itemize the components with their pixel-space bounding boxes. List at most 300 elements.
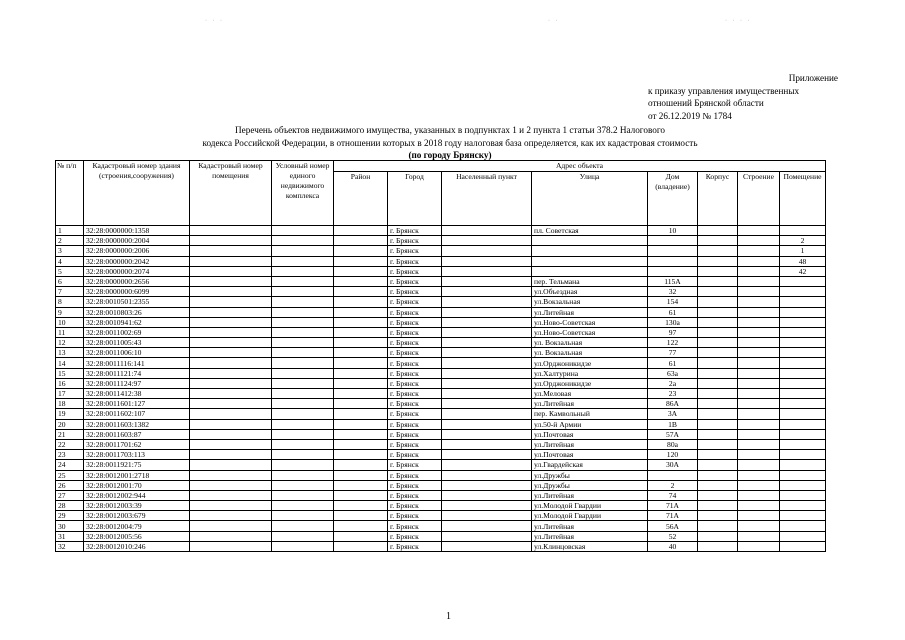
street-cell (532, 266, 648, 276)
street-cell: пл. Советская (532, 226, 648, 236)
conditional-number (272, 297, 334, 307)
settlement-cell (442, 276, 532, 286)
street-cell: ул.Дружбы (532, 480, 648, 490)
house-cell: 77 (648, 348, 698, 358)
scan-speck: · · (548, 18, 560, 24)
conditional-number (272, 439, 334, 449)
street-cell: ул. Вокзальная (532, 348, 648, 358)
cadastral-room-number (190, 317, 272, 327)
cadastral-room-number (190, 521, 272, 531)
header-city: Город (388, 172, 442, 226)
row-number: 12 (56, 338, 84, 348)
district-cell (334, 389, 388, 399)
street-cell: ул.Гвардейская (532, 460, 648, 470)
district-cell (334, 317, 388, 327)
city-cell: г. Брянск (388, 266, 442, 276)
room-cell (780, 460, 826, 470)
city-cell: г. Брянск (388, 419, 442, 429)
district-cell (334, 226, 388, 236)
house-cell: 115А (648, 276, 698, 286)
settlement-cell (442, 511, 532, 521)
conditional-number (272, 338, 334, 348)
district-cell (334, 541, 388, 551)
header-street: Улица (532, 172, 648, 226)
settlement-cell (442, 226, 532, 236)
row-number: 28 (56, 501, 84, 511)
conditional-number (272, 531, 334, 541)
room-cell (780, 358, 826, 368)
street-cell: ул. Вокзальная (532, 338, 648, 348)
house-cell: 30А (648, 460, 698, 470)
district-cell (334, 297, 388, 307)
stroenie-cell (738, 480, 780, 490)
korpus-cell (698, 480, 738, 490)
conditional-number (272, 490, 334, 500)
district-cell (334, 378, 388, 388)
korpus-cell (698, 266, 738, 276)
document-title (150, 124, 750, 162)
stroenie-cell (738, 541, 780, 551)
stroenie-cell (738, 276, 780, 286)
table-row (56, 297, 826, 307)
room-cell (780, 501, 826, 511)
room-cell (780, 429, 826, 439)
cadastral-room-number (190, 307, 272, 317)
house-cell: 40 (648, 541, 698, 551)
city-cell: г. Брянск (388, 480, 442, 490)
stroenie-cell (738, 378, 780, 388)
street-cell: ул.Литейная (532, 399, 648, 409)
street-cell: ул.Литейная (532, 490, 648, 500)
cadastral-room-number (190, 480, 272, 490)
district-cell (334, 511, 388, 521)
district-cell (334, 480, 388, 490)
room-cell (780, 226, 826, 236)
korpus-cell (698, 399, 738, 409)
conditional-number (272, 450, 334, 460)
cadastral-room-number (190, 450, 272, 460)
cadastral-room-number (190, 429, 272, 439)
stroenie-cell (738, 490, 780, 500)
cadastral-building-number: 32:28:0011703:113 (84, 450, 190, 460)
street-cell: ул.Дружбы (532, 470, 648, 480)
cadastral-room-number (190, 256, 272, 266)
district-cell (334, 266, 388, 276)
cadastral-room-number (190, 287, 272, 297)
room-cell (780, 297, 826, 307)
city-cell: г. Брянск (388, 460, 442, 470)
room-cell (780, 317, 826, 327)
settlement-cell (442, 256, 532, 266)
korpus-cell (698, 450, 738, 460)
settlement-cell (442, 429, 532, 439)
table-row (56, 501, 826, 511)
street-cell: ул.Вокзальная (532, 297, 648, 307)
settlement-cell (442, 399, 532, 409)
cadastral-building-number: 32:28:0012001:2718 (84, 470, 190, 480)
row-number: 32 (56, 541, 84, 551)
row-number: 23 (56, 450, 84, 460)
city-cell: г. Брянск (388, 450, 442, 460)
row-number: 10 (56, 317, 84, 327)
stroenie-cell (738, 409, 780, 419)
row-number: 6 (56, 276, 84, 286)
header-district: Район (334, 172, 388, 226)
cadastral-building-number: 32:28:0010501:2355 (84, 297, 190, 307)
city-cell: г. Брянск (388, 511, 442, 521)
street-cell (532, 236, 648, 246)
cadastral-room-number (190, 236, 272, 246)
city-cell: г. Брянск (388, 409, 442, 419)
stroenie-cell (738, 246, 780, 256)
cadastral-room-number (190, 389, 272, 399)
cadastral-room-number (190, 358, 272, 368)
cadastral-room-number (190, 470, 272, 480)
row-number: 14 (56, 358, 84, 368)
settlement-cell (442, 297, 532, 307)
district-cell (334, 429, 388, 439)
house-cell: 32 (648, 287, 698, 297)
city-cell: г. Брянск (388, 470, 442, 480)
cadastral-building-number: 32:28:0010803:26 (84, 307, 190, 317)
room-cell (780, 490, 826, 500)
settlement-cell (442, 480, 532, 490)
house-cell: 61 (648, 307, 698, 317)
row-number: 20 (56, 419, 84, 429)
street-cell: ул.Литейная (532, 531, 648, 541)
table-row (56, 276, 826, 286)
cadastral-building-number: 32:28:0011124:97 (84, 378, 190, 388)
conditional-number (272, 287, 334, 297)
settlement-cell (442, 521, 532, 531)
street-cell: ул.Молодой Гвардии (532, 511, 648, 521)
house-cell: 154 (648, 297, 698, 307)
district-cell (334, 460, 388, 470)
stroenie-cell (738, 307, 780, 317)
conditional-number (272, 368, 334, 378)
row-number: 22 (56, 439, 84, 449)
cadastral-room-number (190, 276, 272, 286)
cadastral-building-number: 32:28:0000000:2042 (84, 256, 190, 266)
korpus-cell (698, 501, 738, 511)
settlement-cell (442, 287, 532, 297)
conditional-number (272, 378, 334, 388)
house-cell: 2 (648, 480, 698, 490)
row-number: 18 (56, 399, 84, 409)
korpus-cell (698, 521, 738, 531)
cadastral-room-number (190, 541, 272, 551)
district-cell (334, 399, 388, 409)
house-cell: 10 (648, 226, 698, 236)
street-cell: ул.Литейная (532, 521, 648, 531)
row-number: 29 (56, 511, 84, 521)
room-cell: 42 (780, 266, 826, 276)
conditional-number (272, 266, 334, 276)
city-cell: г. Брянск (388, 531, 442, 541)
house-cell: 57А (648, 429, 698, 439)
cadastral-building-number: 32:28:0000000:2656 (84, 276, 190, 286)
stroenie-cell (738, 287, 780, 297)
district-cell (334, 531, 388, 541)
korpus-cell (698, 226, 738, 236)
house-cell (648, 256, 698, 266)
row-number: 1 (56, 226, 84, 236)
row-number: 27 (56, 490, 84, 500)
row-number: 24 (56, 460, 84, 470)
conditional-number (272, 358, 334, 368)
house-cell (648, 236, 698, 246)
cadastral-room-number (190, 378, 272, 388)
district-cell (334, 246, 388, 256)
conditional-number (272, 541, 334, 551)
settlement-cell (442, 317, 532, 327)
row-number: 31 (56, 531, 84, 541)
cadastral-room-number (190, 460, 272, 470)
street-cell: ул.Ново-Советская (532, 327, 648, 337)
room-cell: 2 (780, 236, 826, 246)
settlement-cell (442, 501, 532, 511)
house-cell: 71А (648, 511, 698, 521)
city-cell: г. Брянск (388, 389, 442, 399)
room-cell (780, 327, 826, 337)
cadastral-room-number (190, 511, 272, 521)
stroenie-cell (738, 338, 780, 348)
settlement-cell (442, 327, 532, 337)
room-cell (780, 409, 826, 419)
cadastral-building-number: 32:28:0012004:79 (84, 521, 190, 531)
city-cell: г. Брянск (388, 338, 442, 348)
city-cell: г. Брянск (388, 317, 442, 327)
row-number: 13 (56, 348, 84, 358)
cadastral-building-number: 32:28:0012001:70 (84, 480, 190, 490)
cadastral-building-number: 32:28:0011603:87 (84, 429, 190, 439)
header-cad-building: Кадастровый номер здания (строения,сооружения) (84, 161, 190, 226)
appendix-date-line: от 26.12.2019 № 1784 (648, 110, 732, 121)
table-row (56, 358, 826, 368)
conditional-number (272, 246, 334, 256)
house-cell: 56А (648, 521, 698, 531)
settlement-cell (442, 389, 532, 399)
conditional-number (272, 236, 334, 246)
conditional-number (272, 389, 334, 399)
table-row (56, 531, 826, 541)
street-cell: ул.Объездная (532, 287, 648, 297)
cadastral-room-number (190, 327, 272, 337)
conditional-number (272, 399, 334, 409)
header-cad-room: Кадастровый номер помещения (190, 161, 272, 226)
cadastral-room-number (190, 501, 272, 511)
city-cell: г. Брянск (388, 378, 442, 388)
room-cell (780, 439, 826, 449)
settlement-cell (442, 368, 532, 378)
header-settlement: Населенный пункт (442, 172, 532, 226)
city-cell: г. Брянск (388, 287, 442, 297)
room-cell: 48 (780, 256, 826, 266)
stroenie-cell (738, 470, 780, 480)
table-row (56, 266, 826, 276)
korpus-cell (698, 246, 738, 256)
city-cell: г. Брянск (388, 490, 442, 500)
city-cell: г. Брянск (388, 358, 442, 368)
cadastral-building-number: 32:28:0011412:38 (84, 389, 190, 399)
korpus-cell (698, 511, 738, 521)
stroenie-cell (738, 266, 780, 276)
district-cell (334, 327, 388, 337)
district-cell (334, 256, 388, 266)
korpus-cell (698, 317, 738, 327)
house-cell (648, 246, 698, 256)
conditional-number (272, 348, 334, 358)
table-row (56, 287, 826, 297)
room-cell (780, 470, 826, 480)
cadastral-building-number: 32:28:0012003:39 (84, 501, 190, 511)
settlement-cell (442, 358, 532, 368)
cadastral-building-number: 32:28:0011602:107 (84, 409, 190, 419)
house-cell: 120 (648, 450, 698, 460)
table-row (56, 327, 826, 337)
settlement-cell (442, 246, 532, 256)
row-number: 8 (56, 297, 84, 307)
city-cell: г. Брянск (388, 236, 442, 246)
cadastral-room-number (190, 246, 272, 256)
house-cell: 23 (648, 389, 698, 399)
scan-speck: · · · (205, 18, 224, 24)
stroenie-cell (738, 501, 780, 511)
settlement-cell (442, 378, 532, 388)
district-cell (334, 521, 388, 531)
room-cell (780, 378, 826, 388)
conditional-number (272, 276, 334, 286)
table-row (56, 409, 826, 419)
header-house: Дом (владение) (648, 172, 698, 226)
settlement-cell (442, 236, 532, 246)
cadastral-building-number: 32:28:0011701:62 (84, 439, 190, 449)
header-cond-num: Условный номер единого недвижимого комплекса (272, 161, 334, 226)
cadastral-building-number: 32:28:0012005:56 (84, 531, 190, 541)
cadastral-building-number: 32:28:0012002:944 (84, 490, 190, 500)
korpus-cell (698, 541, 738, 551)
house-cell: 80а (648, 439, 698, 449)
korpus-cell (698, 531, 738, 541)
city-cell: г. Брянск (388, 226, 442, 236)
table-row (56, 541, 826, 551)
conditional-number (272, 511, 334, 521)
district-cell (334, 409, 388, 419)
room-cell (780, 450, 826, 460)
row-number: 7 (56, 287, 84, 297)
appendix-block (648, 72, 838, 122)
row-number: 26 (56, 480, 84, 490)
cadastral-building-number: 32:28:0011601:127 (84, 399, 190, 409)
house-cell: 97 (648, 327, 698, 337)
cadastral-building-number: 32:28:0011121:74 (84, 368, 190, 378)
korpus-cell (698, 327, 738, 337)
property-table (55, 160, 826, 552)
cadastral-building-number: 32:28:0011002:69 (84, 327, 190, 337)
table-row (56, 378, 826, 388)
settlement-cell (442, 460, 532, 470)
city-cell: г. Брянск (388, 541, 442, 551)
cadastral-building-number: 32:28:0000000:2074 (84, 266, 190, 276)
cadastral-building-number: 32:28:0011116:141 (84, 358, 190, 368)
korpus-cell (698, 368, 738, 378)
house-cell: 74 (648, 490, 698, 500)
cadastral-building-number: 32:28:0012010:246 (84, 541, 190, 551)
row-number: 5 (56, 266, 84, 276)
city-cell: г. Брянск (388, 348, 442, 358)
stroenie-cell (738, 236, 780, 246)
korpus-cell (698, 378, 738, 388)
stroenie-cell (738, 511, 780, 521)
settlement-cell (442, 541, 532, 551)
appendix-authority-line: отношений Брянской области (648, 98, 764, 109)
conditional-number (272, 409, 334, 419)
korpus-cell (698, 307, 738, 317)
stroenie-cell (738, 358, 780, 368)
street-cell: пер. Камвольный (532, 409, 648, 419)
header-stroenie: Строение (738, 172, 780, 226)
conditional-number (272, 317, 334, 327)
korpus-cell (698, 297, 738, 307)
room-cell (780, 389, 826, 399)
header-address: Адрес объекта (334, 161, 826, 172)
row-number: 2 (56, 236, 84, 246)
street-cell: пер. Тельмана (532, 276, 648, 286)
district-cell (334, 470, 388, 480)
table-row (56, 470, 826, 480)
district-cell (334, 236, 388, 246)
row-number: 25 (56, 470, 84, 480)
room-cell (780, 521, 826, 531)
cadastral-building-number: 32:28:0011921:75 (84, 460, 190, 470)
row-number: 4 (56, 256, 84, 266)
korpus-cell (698, 460, 738, 470)
cadastral-room-number (190, 338, 272, 348)
district-cell (334, 307, 388, 317)
cadastral-room-number (190, 490, 272, 500)
row-number: 15 (56, 368, 84, 378)
stroenie-cell (738, 450, 780, 460)
table-row (56, 521, 826, 531)
korpus-cell (698, 348, 738, 358)
cadastral-room-number (190, 348, 272, 358)
korpus-cell (698, 256, 738, 266)
street-cell: ул.Клинцовская (532, 541, 648, 551)
room-cell (780, 419, 826, 429)
district-cell (334, 358, 388, 368)
settlement-cell (442, 307, 532, 317)
table-row (56, 389, 826, 399)
scan-speck: · · · · (725, 18, 752, 24)
room-cell (780, 348, 826, 358)
house-cell: 1В (648, 419, 698, 429)
stroenie-cell (738, 531, 780, 541)
city-cell: г. Брянск (388, 399, 442, 409)
conditional-number (272, 521, 334, 531)
conditional-number (272, 307, 334, 317)
settlement-cell (442, 439, 532, 449)
district-cell (334, 348, 388, 358)
street-cell: ул.Почтовая (532, 429, 648, 439)
street-cell: ул.50-й Армии (532, 419, 648, 429)
house-cell: 86А (648, 399, 698, 409)
header-pomeschenie: Помещение (780, 172, 826, 226)
table-row (56, 256, 826, 266)
cadastral-building-number: 32:28:0000000:2006 (84, 246, 190, 256)
title-line-2: кодекса Российской Федерации, в отношении которых в 2018 году налоговая база определяется, как их кадастровая стоимость (202, 137, 698, 148)
cadastral-room-number (190, 368, 272, 378)
table-row (56, 480, 826, 490)
